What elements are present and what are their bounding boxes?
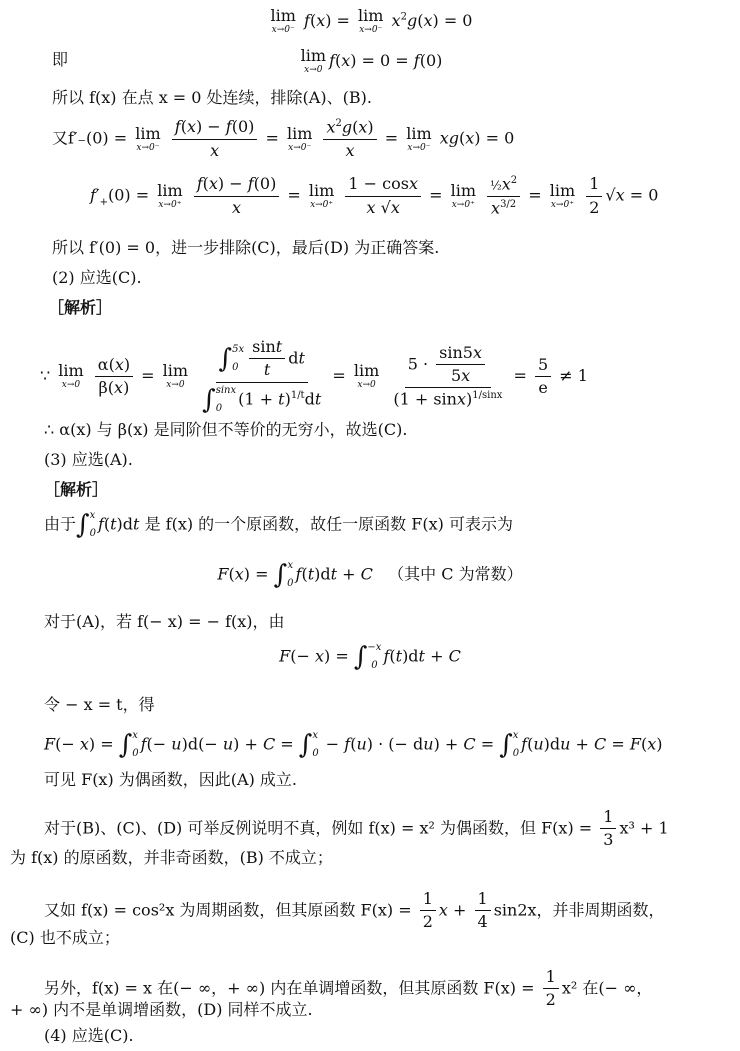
eq-limit-continuity: lim x→0 f(x) = 0 = f(0) [300, 46, 443, 75]
eq-substitution-chain: F(− x) = ∫ x 0 f(− u)d(− u) + C = ∫ x 0 − f(u) · (− du) + C = ∫ x 0 f(u)du + C = F(x) [44, 730, 663, 760]
fraction: ∫ 5x 0 $\frac{\sin t}{t}$ dt ∫ sinx 0 $(1 + t)^{1/t}dt$ [202, 337, 322, 415]
text-substitution: 令 − x = t，得 [44, 695, 155, 714]
lim-op: lim x→0⁺ [549, 180, 576, 210]
fraction: $\frac{\frac{1}{2}x^2}{x^{3/2}}$ [487, 175, 520, 217]
lim-op: lim x→0 [162, 360, 189, 390]
integral: ∫ x 0 [273, 560, 294, 590]
text-ji: 即 [52, 50, 69, 69]
eq-F-definition: F(x) = ∫ x 0 f(t)dt + C （其中 C 为常数） [217, 560, 523, 590]
fraction: $\frac{\alpha(x)}{\beta(x)}$ [95, 356, 133, 398]
text-even-conclusion: 可见 F(x) 为偶函数，因此(A) 成立. [44, 770, 297, 789]
text-counterexample-c-b: sin2x，并非周期函数， [493, 900, 665, 920]
integral: ∫ x 0 [298, 730, 319, 760]
lim-op: lim x→0⁺ [308, 180, 335, 210]
integral: ∫ x 0 [118, 730, 139, 760]
lim-op: lim x→0⁺ [450, 180, 476, 210]
fraction: $\frac{1}{3}$ [600, 808, 616, 850]
text-d-false: + ∞) 内不是单调增函数，(D) 同样不成立. [10, 1000, 313, 1019]
label-analysis-3: ［解析］ [44, 480, 109, 499]
integral: ∫ x 0 [499, 730, 520, 760]
integral: ∫ −x 0 [353, 642, 382, 672]
fraction: $\frac{1}{2}$ [586, 175, 602, 217]
text-counterexample-c: 又如 f(x) = cos²x 为周期函数，但其原函数 F(x) = $\frac{1}{2}$ x + $\frac{1}{4}$ sin2x，并非周期函数， [44, 889, 665, 932]
fraction: $\frac{1 - \cos x}{x √x}$ [345, 175, 421, 217]
fraction: $\frac{f(x) - f(0)}{x}$ [172, 118, 258, 160]
eq-right-derivative: $f'_+(0)$ = lim x→0⁺ $\frac{f(x) - f(0)}{x}$ = lim x→0⁺ $\frac{1 - \cos x}{x √x}$ = lim x→0⁺ $\frac{\frac{1}{2}x^2}{x^{3/2}}$ = lim x→0⁺ $\frac{1}{2}$ √x = 0 [90, 174, 659, 218]
eq-alpha-beta-limit: ∵ lim x→0 $\frac{\alpha(x)}{\beta(x)}$ = lim x→0 ∫ 5x 0 $\frac{\sin t}{t}$ dt ∫ sinx 0 $(1 + t)^{1/t}dt$ = lim x→0 5 · $\frac{\sin 5x}{5x}$ $(1 + \sin x)^{1/sinx}$ = $\frac{5}{e}$ ≠ 1 [40, 337, 588, 415]
label-left-derivative: 又f′₋(0) = [52, 128, 128, 148]
eq-F-neg-x: F(− x) = ∫ −x 0 f(t)dt + C [279, 642, 461, 672]
text-answer-2: (2) 应选(C). [52, 268, 142, 287]
text-antiderivative-intro: 由于 ∫ x 0 f(t)dt 是 f(x) 的一个原函数，故任一原函数 F(x) 可表示为 [44, 510, 513, 540]
eq-limit-left: lim x→0⁻ f(x) = lim x→0⁻ $x^2g(x) = 0$ [270, 6, 473, 35]
text-b-false: 为 f(x) 的原函数，并非奇函数，(B) 不成立； [10, 848, 333, 867]
fraction: $\frac{1}{4}$ [475, 890, 491, 932]
label-analysis-2: ［解析］ [48, 298, 113, 317]
fraction: $\frac{5}{e}$ [535, 356, 551, 398]
fraction: $\frac{f(x) - f(0)}{x}$ [194, 175, 280, 217]
text-counterexample-d-a: 另外，f(x) = x 在(− ∞，+ ∞) 内在单调增函数，但其原函数 F(x) = [44, 978, 535, 998]
text-infinitesimal-conclusion: ∴ α(x) 与 β(x) 是同阶但不等价的无穷小，故选(C). [44, 420, 408, 439]
lim-op: lim x→0 [353, 360, 380, 390]
fraction: $\frac{1}{2}$ [420, 890, 436, 932]
text-since: 由于 [44, 514, 77, 534]
lim-op: lim x→0⁻ [358, 6, 384, 35]
text-counterexample-b-a: 对于(B)、(C)、(D) 可举反例说明不真，例如 f(x) = x² 为偶函数，但 F(x) = [44, 818, 593, 838]
text-derivative-conclusion: 所以 f′(0) = 0，进一步排除(C)，最后(D) 为正确答案. [52, 238, 440, 257]
lim-op: lim x→0⁻ [406, 123, 432, 153]
fraction: $\frac{x^2g(x)}{x}$ [323, 118, 376, 160]
text-counterexample-b [44, 808, 669, 850]
text-constant-note: （其中 C 为常数） [388, 564, 523, 584]
lim-op: lim x→0⁺ [157, 180, 183, 210]
lim-op: lim x→0 [58, 360, 84, 390]
text-answer-4: (4) 应选(C). [44, 1026, 134, 1045]
text-continuity-conclusion: 所以 f(x) 在点 x = 0 处连续，排除(A)、(B). [52, 88, 372, 107]
text-answer-3: (3) 应选(A). [44, 450, 133, 469]
text-c-false: (C) 也不成立； [10, 928, 120, 947]
integral: ∫ x 0 [76, 510, 96, 540]
fraction: 5 · $\frac{\sin 5x}{5x}$ $(1 + \sin x)^{1/sinx}$ [393, 342, 503, 409]
text-counterexample-b-b: x³ + 1 [619, 818, 669, 838]
text-case-a: 对于(A)，若 f(− x) = − f(x)，由 [44, 612, 285, 631]
lim-op: lim x→0⁻ [270, 6, 296, 35]
lim-op: lim x→0 [300, 46, 327, 75]
text-counterexample-c-a: 又如 f(x) = cos²x 为周期函数，但其原函数 F(x) = [44, 900, 412, 920]
lim-op: lim x→0⁻ [135, 123, 161, 153]
fraction: $\frac{1}{2}$ [543, 968, 559, 1010]
text-antiderivative-desc: 是 f(x) 的一个原函数，故任一原函数 F(x) 可表示为 [144, 514, 513, 534]
lim-op: lim x→0⁻ [286, 123, 313, 153]
eq-left-derivative: 又f′₋(0) = lim x→0⁻ $\frac{f(x) - f(0)}{x}$ = lim x→0⁻ $\frac{x^2g(x)}{x}$ = lim x→0⁻ xg(x) = 0 [52, 117, 515, 160]
text-counterexample-d-b: x² 在(− ∞， [561, 978, 653, 998]
